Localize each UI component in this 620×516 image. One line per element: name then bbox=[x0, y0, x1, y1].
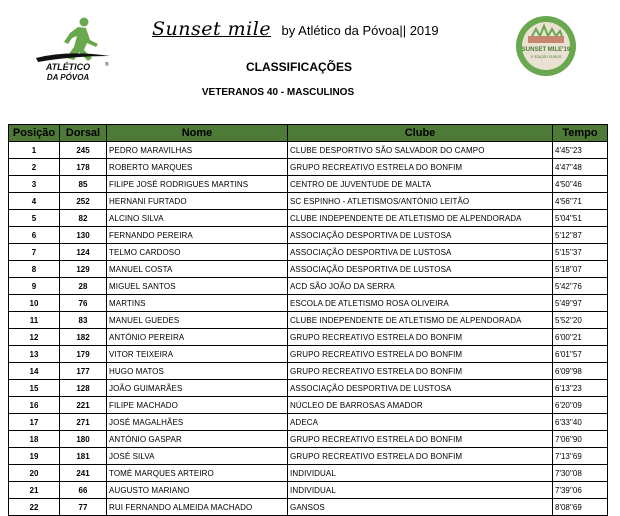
cell-posicao: 19 bbox=[9, 448, 60, 465]
section-title-text: CLASSIFICAÇÕES bbox=[245, 60, 352, 74]
cell-tempo: 4'45''23 bbox=[553, 142, 608, 159]
cell-nome: ALCINO SILVA bbox=[107, 210, 288, 227]
cell-posicao: 1 bbox=[9, 142, 60, 159]
table-row bbox=[9, 295, 608, 312]
event-name: Sunset mile bbox=[152, 18, 272, 40]
table-header-row bbox=[9, 125, 608, 142]
cell-dorsal: 179 bbox=[60, 346, 107, 363]
logo-line1: ATLÉTICO bbox=[45, 62, 91, 72]
table-row bbox=[9, 431, 608, 448]
cell-clube: CLUBE INDEPENDENTE DE ATLETISMO DE ALPENDORADA bbox=[288, 312, 553, 329]
cell-posicao: 15 bbox=[9, 380, 60, 397]
cell-clube: GRUPO RECREATIVO ESTRELA DO BONFIM bbox=[288, 448, 553, 465]
cell-tempo: 6'20''09 bbox=[553, 397, 608, 414]
cell-nome: JOSÉ MAGALHÃES bbox=[107, 414, 288, 431]
cell-tempo: 7'39''06 bbox=[553, 482, 608, 499]
cell-tempo: 5'15''37 bbox=[553, 244, 608, 261]
cell-posicao: 9 bbox=[9, 278, 60, 295]
cell-clube: GRUPO RECREATIVO ESTRELA DO BONFIM bbox=[288, 346, 553, 363]
cell-posicao: 13 bbox=[9, 346, 60, 363]
cell-dorsal: 128 bbox=[60, 380, 107, 397]
cell-dorsal: 221 bbox=[60, 397, 107, 414]
badge-subtext: 1ª EDIÇÃO EUROS bbox=[530, 55, 562, 59]
table-row bbox=[9, 176, 608, 193]
cell-tempo: 8'08''69 bbox=[553, 499, 608, 516]
cell-tempo: 4'56''71 bbox=[553, 193, 608, 210]
cell-clube: GRUPO RECREATIVO ESTRELA DO BONFIM bbox=[288, 363, 553, 380]
cell-dorsal: 182 bbox=[60, 329, 107, 346]
cell-nome: VITOR TEIXEIRA bbox=[107, 346, 288, 363]
sunset-mile-badge bbox=[514, 14, 578, 78]
cell-tempo: 7'06''90 bbox=[553, 431, 608, 448]
column-header-nome: Nome bbox=[107, 125, 288, 142]
cell-clube: GRUPO RECREATIVO ESTRELA DO BONFIM bbox=[288, 159, 553, 176]
cell-posicao: 6 bbox=[9, 227, 60, 244]
column-header-tempo: Tempo bbox=[553, 125, 608, 142]
cell-dorsal: 83 bbox=[60, 312, 107, 329]
cell-nome: TELMO CARDOSO bbox=[107, 244, 288, 261]
cell-clube: ASSOCIAÇÃO DESPORTIVA DE LUSTOSA bbox=[288, 244, 553, 261]
cell-dorsal: 124 bbox=[60, 244, 107, 261]
cell-nome: RUI FERNANDO ALMEIDA MACHADO bbox=[107, 499, 288, 516]
cell-posicao: 4 bbox=[9, 193, 60, 210]
cell-tempo: 6'33''40 bbox=[553, 414, 608, 431]
cell-clube: NÚCLEO DE BARROSAS AMADOR bbox=[288, 397, 553, 414]
cell-clube: CLUBE INDEPENDENTE DE ATLETISMO DE ALPENDORADA bbox=[288, 210, 553, 227]
cell-clube: ACD SÃO JOÃO DA SERRA bbox=[288, 278, 553, 295]
table-row bbox=[9, 414, 608, 431]
cell-tempo: 4'47''48 bbox=[553, 159, 608, 176]
cell-nome: HUGO MATOS bbox=[107, 363, 288, 380]
table-row bbox=[9, 482, 608, 499]
cell-tempo: 5'49''97 bbox=[553, 295, 608, 312]
cell-dorsal: 245 bbox=[60, 142, 107, 159]
cell-clube: GRUPO RECREATIVO ESTRELA DO BONFIM bbox=[288, 431, 553, 448]
cell-tempo: 7'13''69 bbox=[553, 448, 608, 465]
cell-tempo: 6'09''98 bbox=[553, 363, 608, 380]
table-row bbox=[9, 499, 608, 516]
cell-nome: MARTINS bbox=[107, 295, 288, 312]
table-row bbox=[9, 142, 608, 159]
cell-posicao: 17 bbox=[9, 414, 60, 431]
cell-dorsal: 129 bbox=[60, 261, 107, 278]
cell-nome: JOSÉ SILVA bbox=[107, 448, 288, 465]
cell-nome: AUGUSTO MARIANO bbox=[107, 482, 288, 499]
cell-tempo: 4'50''46 bbox=[553, 176, 608, 193]
cell-posicao: 12 bbox=[9, 329, 60, 346]
table-row bbox=[9, 397, 608, 414]
cell-posicao: 3 bbox=[9, 176, 60, 193]
cell-dorsal: 241 bbox=[60, 465, 107, 482]
table-row bbox=[9, 159, 608, 176]
cell-nome: MIGUEL SANTOS bbox=[107, 278, 288, 295]
cell-nome: PEDRO MARAVILHAS bbox=[107, 142, 288, 159]
cell-clube: ADECA bbox=[288, 414, 553, 431]
page-header bbox=[0, 0, 620, 118]
logo-registered: ® bbox=[105, 62, 109, 68]
cell-clube: INDIVIDUAL bbox=[288, 465, 553, 482]
table-row bbox=[9, 380, 608, 397]
cell-posicao: 18 bbox=[9, 431, 60, 448]
cell-clube: GANSOS bbox=[288, 499, 553, 516]
cell-tempo: 5'12''87 bbox=[553, 227, 608, 244]
cell-posicao: 11 bbox=[9, 312, 60, 329]
cell-clube: ASSOCIAÇÃO DESPORTIVA DE LUSTOSA bbox=[288, 380, 553, 397]
table-row bbox=[9, 312, 608, 329]
cell-nome: FILIPE MACHADO bbox=[107, 397, 288, 414]
column-header-posicao: Posição bbox=[9, 125, 60, 142]
cell-clube: ESCOLA DE ATLETISMO ROSA OLIVEIRA bbox=[288, 295, 553, 312]
cell-dorsal: 28 bbox=[60, 278, 107, 295]
cell-tempo: 5'04''51 bbox=[553, 210, 608, 227]
table-row bbox=[9, 329, 608, 346]
cell-nome: JOÃO GUIMARÃES bbox=[107, 380, 288, 397]
cell-clube: INDIVIDUAL bbox=[288, 482, 553, 499]
table-row bbox=[9, 278, 608, 295]
event-org: by Atlético da Póvoa|| 2019 bbox=[281, 23, 439, 38]
cell-tempo: 6'01''57 bbox=[553, 346, 608, 363]
cell-dorsal: 82 bbox=[60, 210, 107, 227]
cell-nome: MANUEL GUEDES bbox=[107, 312, 288, 329]
cell-nome: ANTÓNIO PEREIRA bbox=[107, 329, 288, 346]
cell-posicao: 8 bbox=[9, 261, 60, 278]
cell-posicao: 14 bbox=[9, 363, 60, 380]
cell-posicao: 22 bbox=[9, 499, 60, 516]
cell-clube: ASSOCIAÇÃO DESPORTIVA DE LUSTOSA bbox=[288, 227, 553, 244]
results-body bbox=[9, 142, 608, 516]
badge-text: SUNSET MILE'19 bbox=[521, 47, 571, 53]
cell-clube: ASSOCIAÇÃO DESPORTIVA DE LUSTOSA bbox=[288, 261, 553, 278]
cell-dorsal: 177 bbox=[60, 363, 107, 380]
table-row bbox=[9, 448, 608, 465]
table-row bbox=[9, 227, 608, 244]
table-row bbox=[9, 193, 608, 210]
logo-line2: DA PÓVOA bbox=[46, 73, 90, 82]
cell-tempo: 6'13''23 bbox=[553, 380, 608, 397]
cell-dorsal: 180 bbox=[60, 431, 107, 448]
cell-nome: ROBERTO MARQUES bbox=[107, 159, 288, 176]
cell-tempo: 5'42''76 bbox=[553, 278, 608, 295]
cell-clube: CENTRO DE JUVENTUDE DE MALTA bbox=[288, 176, 553, 193]
table-row bbox=[9, 244, 608, 261]
cell-dorsal: 181 bbox=[60, 448, 107, 465]
cell-nome: FERNANDO PEREIRA bbox=[107, 227, 288, 244]
cell-clube: SC ESPINHO - ATLETISMOS/ANTÓNIO LEITÃO bbox=[288, 193, 553, 210]
category-title bbox=[0, 87, 620, 98]
cell-tempo: 5'52''20 bbox=[553, 312, 608, 329]
results-table bbox=[8, 124, 608, 516]
table-row bbox=[9, 363, 608, 380]
cell-dorsal: 85 bbox=[60, 176, 107, 193]
cell-posicao: 2 bbox=[9, 159, 60, 176]
event-title bbox=[152, 18, 439, 40]
category-title-text: VETERANOS 40 - MASCULINOS bbox=[201, 87, 355, 98]
cell-dorsal: 76 bbox=[60, 295, 107, 312]
cell-posicao: 10 bbox=[9, 295, 60, 312]
cell-dorsal: 252 bbox=[60, 193, 107, 210]
cell-tempo: 6'00''21 bbox=[553, 329, 608, 346]
column-header-dorsal: Dorsal bbox=[60, 125, 107, 142]
cell-nome: FILIPE JOSÉ RODRIGUES MARTINS bbox=[107, 176, 288, 193]
cell-posicao: 21 bbox=[9, 482, 60, 499]
cell-nome: TOMÉ MARQUES ARTEIRO bbox=[107, 465, 288, 482]
table-row bbox=[9, 465, 608, 482]
cell-clube: GRUPO RECREATIVO ESTRELA DO BONFIM bbox=[288, 329, 553, 346]
cell-posicao: 5 bbox=[9, 210, 60, 227]
cell-dorsal: 66 bbox=[60, 482, 107, 499]
cell-dorsal: 271 bbox=[60, 414, 107, 431]
cell-posicao: 20 bbox=[9, 465, 60, 482]
cell-posicao: 16 bbox=[9, 397, 60, 414]
cell-dorsal: 178 bbox=[60, 159, 107, 176]
cell-nome: MANUEL COSTA bbox=[107, 261, 288, 278]
cell-tempo: 5'18''07 bbox=[553, 261, 608, 278]
cell-clube: CLUBE DESPORTIVO SÃO SALVADOR DO CAMPO bbox=[288, 142, 553, 159]
table-row bbox=[9, 210, 608, 227]
cell-dorsal: 77 bbox=[60, 499, 107, 516]
cell-nome: ANTÓNIO GASPAR bbox=[107, 431, 288, 448]
cell-dorsal: 130 bbox=[60, 227, 107, 244]
table-row bbox=[9, 346, 608, 363]
column-header-clube: Clube bbox=[288, 125, 553, 142]
cell-posicao: 7 bbox=[9, 244, 60, 261]
table-row bbox=[9, 261, 608, 278]
cell-nome: HERNANI FURTADO bbox=[107, 193, 288, 210]
cell-tempo: 7'30''08 bbox=[553, 465, 608, 482]
